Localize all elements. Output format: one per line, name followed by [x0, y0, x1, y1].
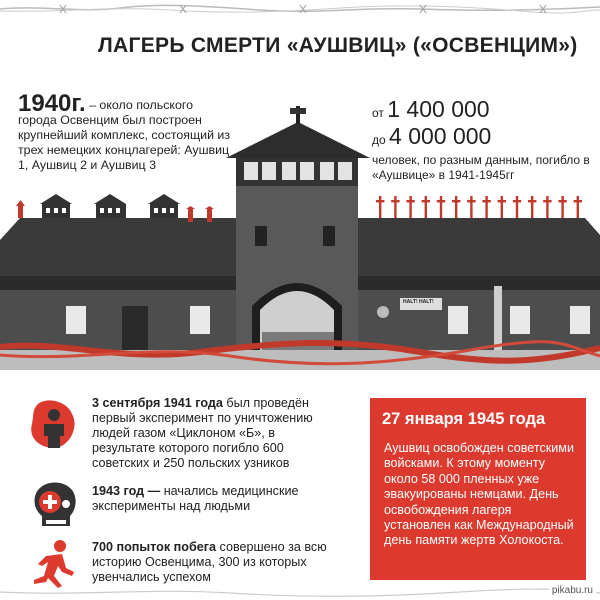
source-watermark: pikabu.ru [549, 584, 596, 597]
barbed-wire-top [0, 2, 600, 16]
stat-to-value: 4 000 000 [389, 123, 492, 149]
halt-sign: HALT! HALT! [403, 299, 434, 305]
crosses-icon [372, 194, 590, 220]
intro-text [18, 90, 233, 173]
stat-to-prefix: до [372, 133, 386, 147]
event-escape [92, 540, 362, 585]
event-gas-text: был проведён первый эксперимент по уничтожению людей газом «Циклоном «Б», в результате которого погибло 600 советских и 250 польских узников [92, 396, 313, 470]
event-escape-count: 700 попыток побега [92, 540, 217, 554]
stat-note: человек, по разным данным, погибло в «Аушвице» в 1941-1945гг [372, 153, 590, 182]
medical-skull-icon [28, 480, 80, 532]
liberation-panel [370, 398, 586, 580]
barbed-wire-bottom [0, 586, 600, 600]
liberation-date: 27 января 1945 года [382, 410, 546, 428]
event-medical [92, 484, 332, 514]
barracks-icons [16, 190, 186, 220]
intro-body: – около польского города Освенцим был построен крупнейший комплекс, состоящий из трех немецких концлагерей: Аушвиц 1, Аушвиц 2 и Аушвиц 3 [18, 98, 231, 172]
event-medical-text: начались медицинские эксперименты над людьми [92, 484, 299, 513]
victims-stats [372, 96, 592, 183]
gas-victim-icon [28, 398, 80, 450]
stat-from-value: 1 400 000 [387, 96, 490, 122]
event-gas [92, 396, 332, 471]
event-escape-text: совершено за всю историю Освенцима, 300 из которых увенчались успехом [92, 540, 327, 584]
event-medical-date: 1943 год — [92, 484, 161, 498]
tower-icons [186, 206, 216, 222]
page-title: ЛАГЕРЬ СМЕРТИ «АУШВИЦ» («ОСВЕНЦИМ») [98, 34, 578, 57]
event-gas-date: 3 сентября 1941 года [92, 396, 223, 410]
intro-year: 1940г. [18, 90, 86, 117]
liberation-text: Аушвиц освобожден советскими войсками. К этому моменту около 58 000 пленных уже эвакуированы немцами. День освобождения лагеря установлен как Международный день памяти жертв Холокоста. [384, 441, 574, 548]
escape-runner-icon [28, 538, 80, 590]
stat-from-prefix: от [372, 106, 384, 120]
